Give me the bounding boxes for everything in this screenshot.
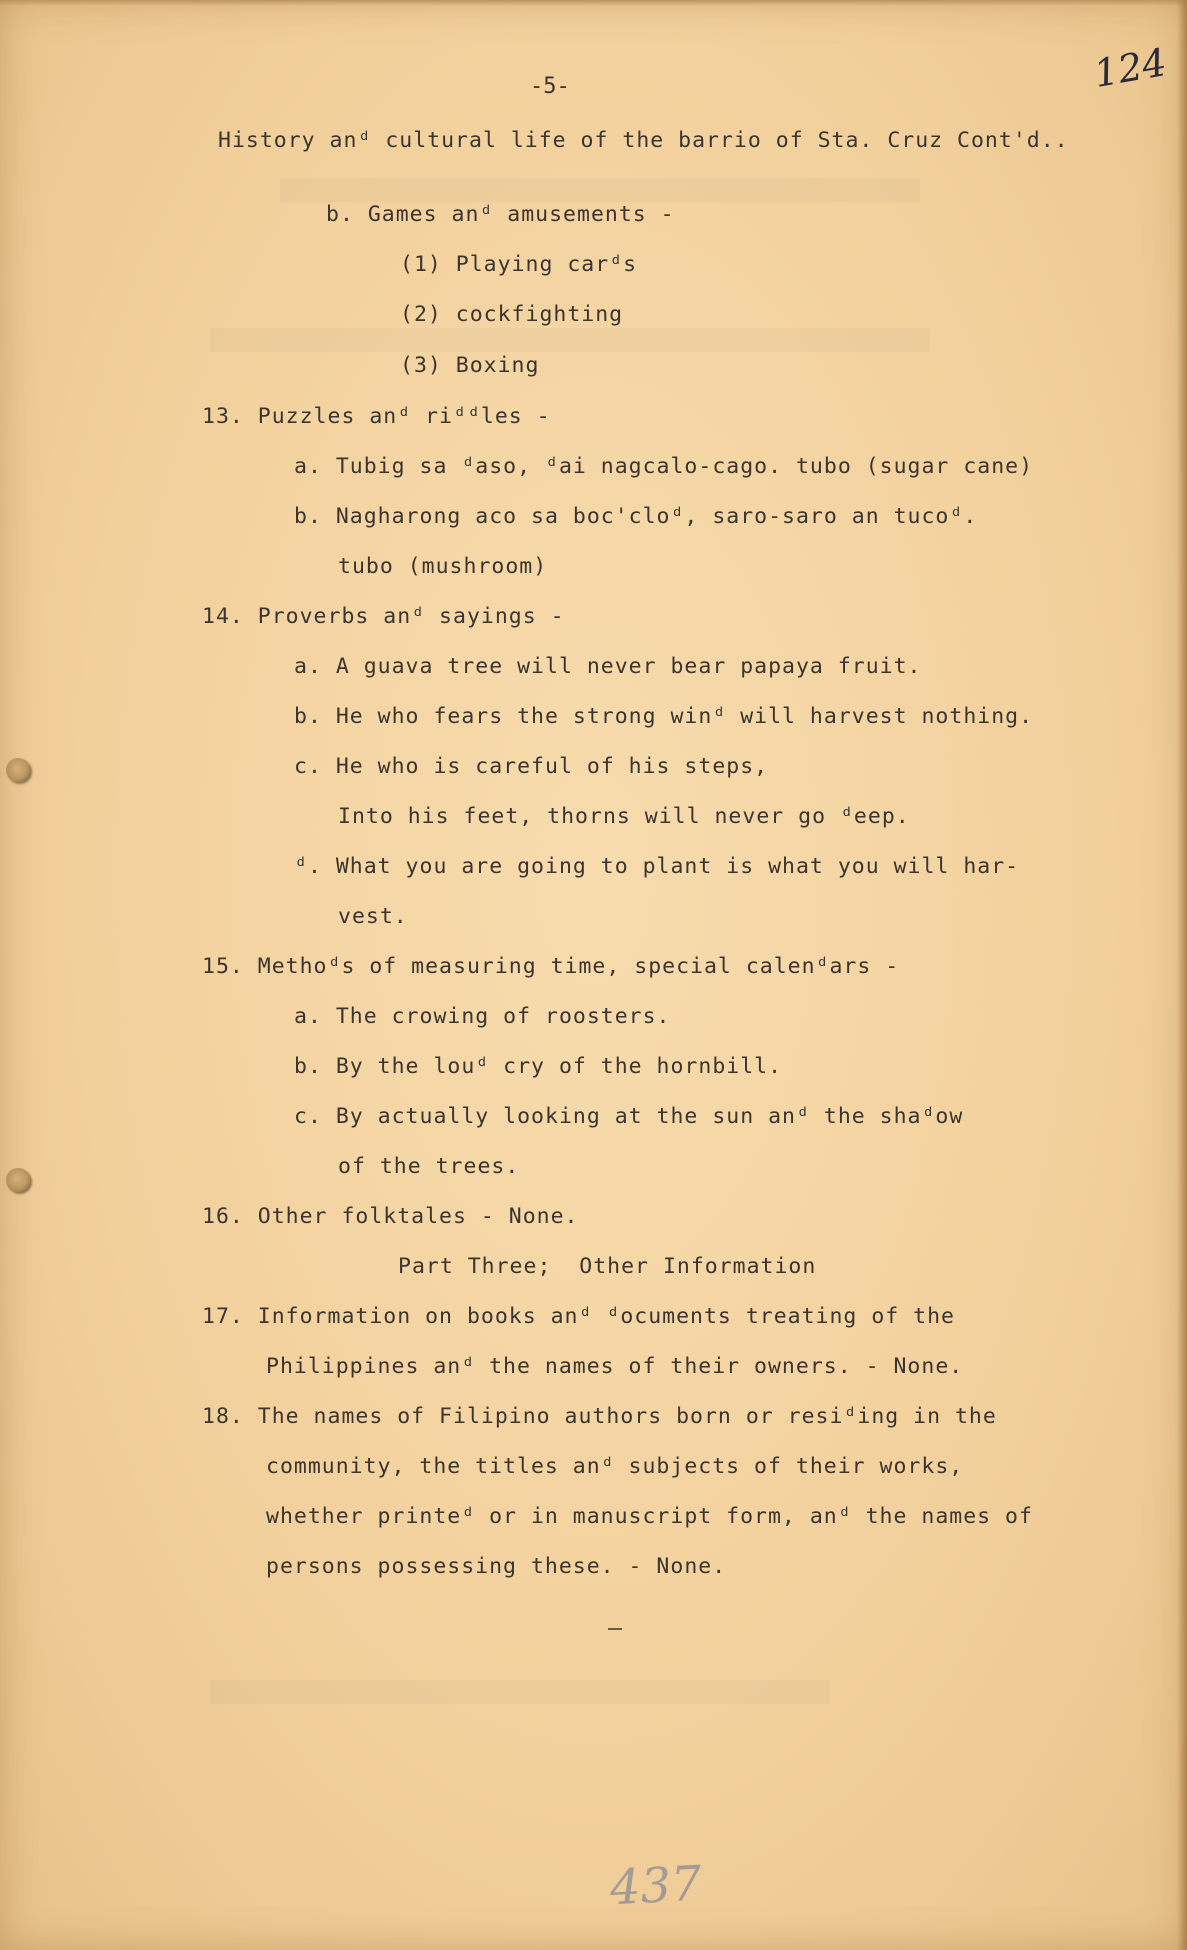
page-top-edge [0, 0, 1187, 6]
line-item-18: 18. The names of Filipino authors born or resiᵈing in the [202, 1404, 997, 1429]
line-13a: a. Tubig sa ᵈaso, ᵈai nagcalo-cago. tubo (sugar cane) [294, 454, 1034, 479]
handwritten-page-stamp: 437 [608, 1855, 704, 1917]
line-14c: c. He who is careful of his steps, [294, 754, 769, 779]
line-14d: ᵈ. What you are going to plant is what you will har- [294, 854, 1020, 879]
end-rule [608, 1628, 622, 1630]
line-item-18-cont-1: community, the titles anᵈ subjects of their works, [266, 1454, 964, 1479]
line-b-3: (3) Boxing [400, 353, 540, 378]
line-b-1: (1) Playing carᵈs [400, 252, 638, 277]
line-item-16: 16. Other folktales - None. [202, 1204, 579, 1229]
show-through-mark [280, 178, 920, 202]
line-13b-answer: tubo (mushroom) [338, 554, 548, 579]
line-item-13: 13. Puzzles anᵈ riᵈᵈles - [202, 404, 551, 429]
line-item-18-cont-3: persons possessing these. - None. [266, 1554, 727, 1579]
line-item-18-cont-2: whether printeᵈ or in manuscript form, anᵈ the names of [266, 1504, 1033, 1529]
line-14b: b. He who fears the strong winᵈ will harvest nothing. [294, 704, 1034, 729]
line-item-15: 15. Methoᵈs of measuring time, special calenᵈars - [202, 954, 900, 979]
part-three-heading: Part Three; Other Information [398, 1254, 817, 1279]
show-through-mark [210, 1680, 830, 1704]
page-right-edge [1177, 0, 1187, 1950]
document-header: History anᵈ cultural life of the barrio of Sta. Cruz Cont'd.. [218, 128, 1069, 153]
line-item-17-cont: Philippines anᵈ the names of their owners. - None. [266, 1354, 964, 1379]
line-15c-cont: of the trees. [338, 1154, 520, 1179]
line-13b: b. Nagharong aco sa boc'cloᵈ, saro-saro an tucoᵈ. [294, 504, 978, 529]
line-b-games: b. Games anᵈ amusements - [326, 202, 675, 227]
line-item-14: 14. Proverbs anᵈ sayings - [202, 604, 565, 629]
page-number: -5- [530, 74, 570, 99]
handwritten-folio-number: 124 [1090, 40, 1170, 96]
line-14d-cont: vest. [338, 904, 408, 929]
binder-hole [6, 1168, 30, 1192]
line-15b: b. By the louᵈ cry of the hornbill. [294, 1054, 783, 1079]
binder-hole [6, 758, 30, 782]
line-15c: c. By actually looking at the sun anᵈ the shaᵈow [294, 1104, 964, 1129]
line-b-2: (2) cockfighting [400, 302, 624, 327]
line-14a: a. A guava tree will never bear papaya fruit. [294, 654, 922, 679]
show-through-mark [210, 328, 930, 352]
line-item-17: 17. Information on books anᵈ ᵈocuments treating of the [202, 1304, 955, 1329]
line-14c-cont: Into his feet, thorns will never go ᵈeep. [338, 804, 910, 829]
line-15a: a. The crowing of roosters. [294, 1004, 671, 1029]
